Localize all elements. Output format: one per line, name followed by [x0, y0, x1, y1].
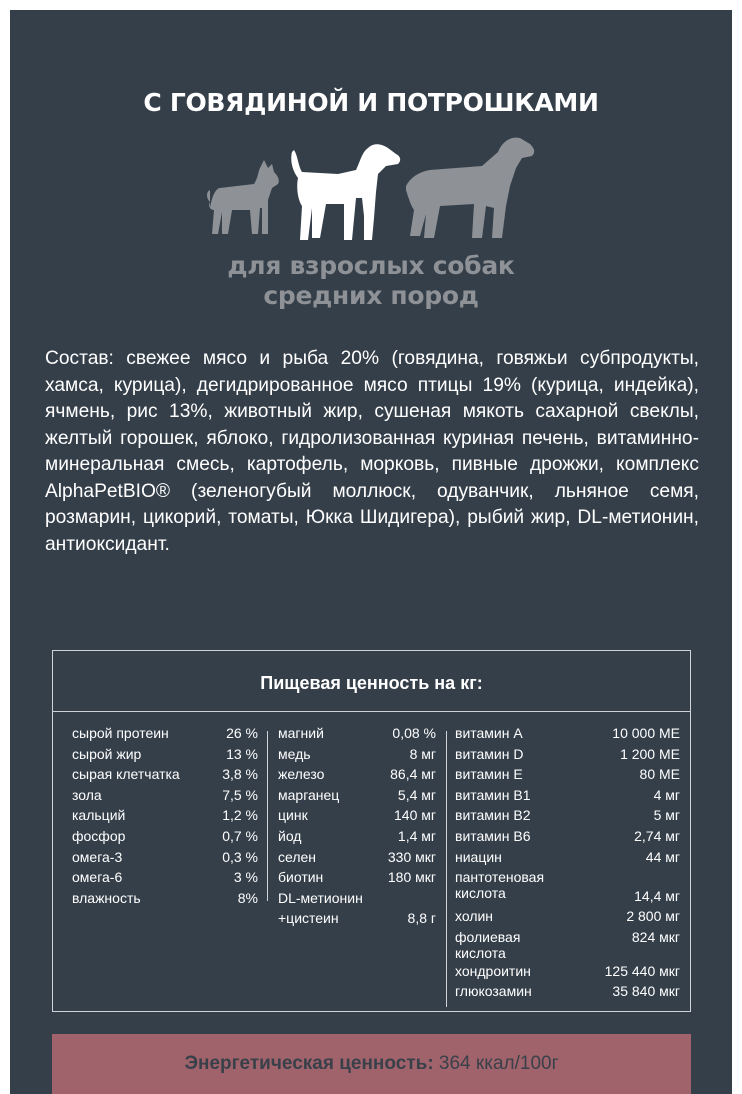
nutrition-row: сырой жир 13 %: [72, 745, 258, 762]
nutrition-row: витамин Е 80 МЕ: [455, 766, 680, 783]
energy-value: 364 ккал/100г: [438, 1053, 559, 1074]
nutrition-row: медь 8 мг: [278, 745, 436, 762]
nutrition-row: зола 7,5 %: [72, 786, 258, 803]
nutrition-row: цинк 140 мг: [278, 807, 436, 824]
product-title: С ГОВЯДИНОЙ И ПОТРОШКАМИ: [143, 88, 599, 117]
nutrition-row: марганец 5,4 мг: [278, 786, 436, 803]
nutrition-column-1: [72, 723, 258, 908]
nutrition-row: глюкозамин 35 840 мкг: [455, 983, 680, 1000]
subtitle-line-1: для взрослых собак: [227, 251, 515, 280]
nutrition-row: железо 86,4 мг: [278, 766, 436, 783]
column-divider: [267, 731, 268, 901]
nutrition-row: сырой протеин 26 %: [72, 725, 258, 741]
nutrition-row: витамин В2 5 мг: [455, 807, 680, 824]
nutrition-row: DL-метионин: [278, 889, 363, 906]
nutrition-row: йод 1,4 мг: [278, 827, 436, 844]
dog-sizes-illustration: [206, 122, 536, 250]
nutrition-row: омега-6 3 %: [72, 869, 258, 886]
nutrition-row: кальций 1,2 %: [72, 807, 258, 824]
nutrition-column-2: [278, 723, 436, 929]
nutrition-table: [52, 650, 691, 1012]
nutrition-title: Пищевая ценность на кг:: [260, 673, 483, 693]
energy-value-bar: [52, 1034, 691, 1094]
divider: [53, 711, 690, 712]
small-dog-icon: [207, 160, 279, 234]
nutrition-row: пантотеновая кислота 14,4 мг: [455, 869, 680, 904]
nutrition-row: витамин D 1 200 МЕ: [455, 745, 680, 762]
nutrition-row: магний 0,08 %: [278, 725, 436, 741]
nutrition-row: биотин 180 мкг: [278, 869, 436, 886]
nutrition-row: холин 2 800 мг: [455, 908, 680, 925]
nutrition-row: ниацин 44 мг: [455, 848, 680, 865]
nutrition-row: +цистеин 8,8 г: [278, 910, 436, 927]
nutrition-row: фолиевая кислота 824 мкг: [455, 928, 680, 961]
energy-label: Энергетическая ценность:: [184, 1053, 434, 1074]
package-panel: [10, 10, 732, 1094]
nutrition-row: витамин В6 2,74 мг: [455, 827, 680, 844]
nutrition-row: хондроитин 125 440 мкг: [455, 962, 680, 979]
nutrition-row: витамин В1 4 мг: [455, 786, 680, 803]
nutrition-row: фосфор 0,7 %: [72, 827, 258, 844]
nutrition-row: сырая клетчатка 3,8 %: [72, 766, 258, 783]
subtitle-line-2: средних пород: [263, 281, 479, 310]
column-divider: [446, 731, 447, 1007]
nutrition-row: омега-3 0,3 %: [72, 848, 258, 865]
medium-dog-icon: [291, 144, 400, 240]
nutrition-row: селен 330 мкг: [278, 848, 436, 865]
nutrition-column-3: [455, 723, 680, 1002]
composition-text: Состав: свежее мясо и рыба 20% (говядина, говяжьи субпродукты, хамса, курица), дегидрированное мясо птицы 19% (курица, индейка), ячмень, рис 13%, животный жир, сушеная мякоть сахарной свеклы, желтый горошек, яблоко, гидролизованная куриная печень, витаминно-минеральная смесь, картофель, морковь, пивные дрожжи, комплекс AlphaPetBIO® (зеленогубый моллюск, одуванчик, льняное семя, розмарин, цикорий, томаты, Юкка Шидигера), рыбий жир, DL-метионин, антиоксидант.: [45, 348, 699, 555]
nutrition-row: витамин А 10 000 МЕ: [455, 725, 680, 741]
large-dog-icon: [406, 138, 534, 238]
nutrition-row: влажность 8%: [72, 889, 258, 906]
